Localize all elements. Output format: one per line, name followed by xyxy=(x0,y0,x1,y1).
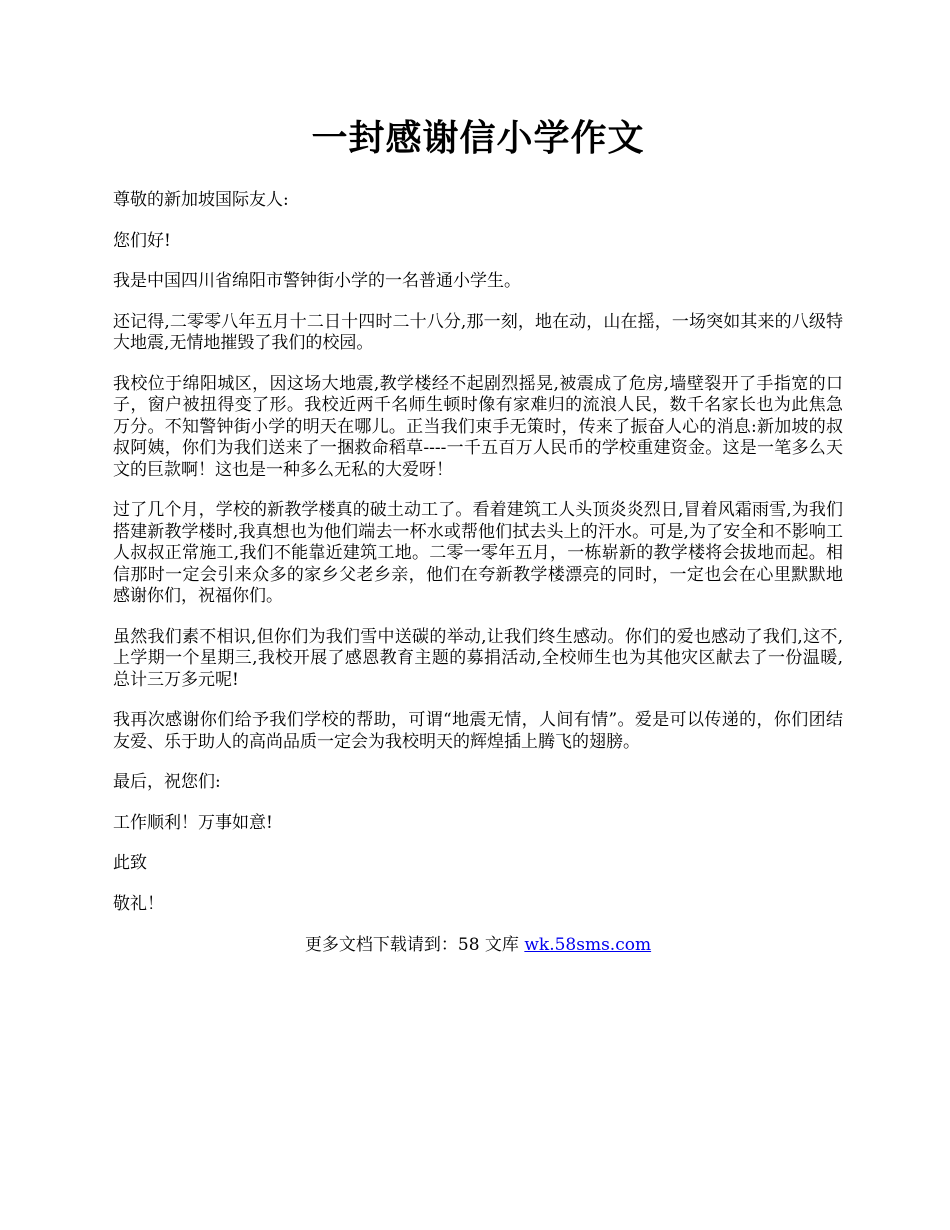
document-title: 一封感谢信小学作文 xyxy=(311,117,645,159)
closing-wish-line: 工作顺利！万事如意! xyxy=(113,812,273,833)
footer-text: 更多文档下载请到：58 文库 xyxy=(304,935,525,955)
closing-wish: 最后，祝您们: xyxy=(113,772,221,792)
greeting: 您们好! xyxy=(113,230,171,251)
closing-jingli: 敬礼！ xyxy=(113,893,164,914)
body-paragraph: 我再次感谢你们给予我们学校的帮助，可谓“地震无情，人间有情”。爱是可以传递的，你们团结友爱、乐于助人的高尚品质一定会为我校明天的辉煌插上腾飞的翅膀。 xyxy=(113,710,843,752)
body-paragraph: 还记得,二零零八年五月十二日十四时二十八分,那一刻，地在动，山在摇，一场突如其来的八级特大地震,无情地摧毁了我们的校园。 xyxy=(113,311,843,353)
footer-link[interactable]: wk.58sms.com xyxy=(524,935,652,955)
body-paragraph: 我是中国四川省绵阳市警钟街小学的一名普通小学生。 xyxy=(113,271,521,291)
body-paragraph: 过了几个月，学校的新教学楼真的破土动工了。看着建筑工人头顶炎炎烈日,冒着风霜雨雪,为我们搭建新教学楼时,我真想也为他们端去一杯水或帮他们拭去头上的汗水。可是,为了安全和不影响工人叔叔正常施工,我们不能靠近建筑工地。二零一零年五月，一栋崭新的教学楼将会拔地而起。相信那时一定会引来众多的家乡父老乡亲，他们在夸新教学楼漂亮的同时，一定也会在心里默默地感谢你们，祝福你们。 xyxy=(113,500,843,606)
footer xyxy=(113,934,843,956)
closing-cizhi: 此致 xyxy=(113,853,147,873)
body-paragraph: 虽然我们素不相识,但你们为我们雪中送碳的举动,让我们终生感动。你们的爱也感动了我们,这不,上学期一个星期三,我校开展了感恩教育主题的募捐活动,全校师生也为其他灾区献去了一份温暖,总计三万多元呢! xyxy=(113,626,843,690)
document-page xyxy=(113,112,843,956)
salutation: 尊敬的新加坡国际友人: xyxy=(113,190,289,210)
body-paragraph: 我校位于绵阳城区，因这场大地震,教学楼经不起剧烈摇晃,被震成了危房,墙壁裂开了手指宽的口子，窗户被扭得变了形。我校近两千名师生顿时像有家难归的流浪人民，数千名家长也为此焦急万分。不知警钟街小学的明天在哪儿。正当我们束手无策时，传来了振奋人心的消息:新加坡的叔叔阿姨，你们为我们送来了一捆救命稻草----一千五百万人民币的学校重建资金。这是一笔多么天文的巨款啊！这也是一种多么无私的大爱呀！ xyxy=(113,373,843,480)
